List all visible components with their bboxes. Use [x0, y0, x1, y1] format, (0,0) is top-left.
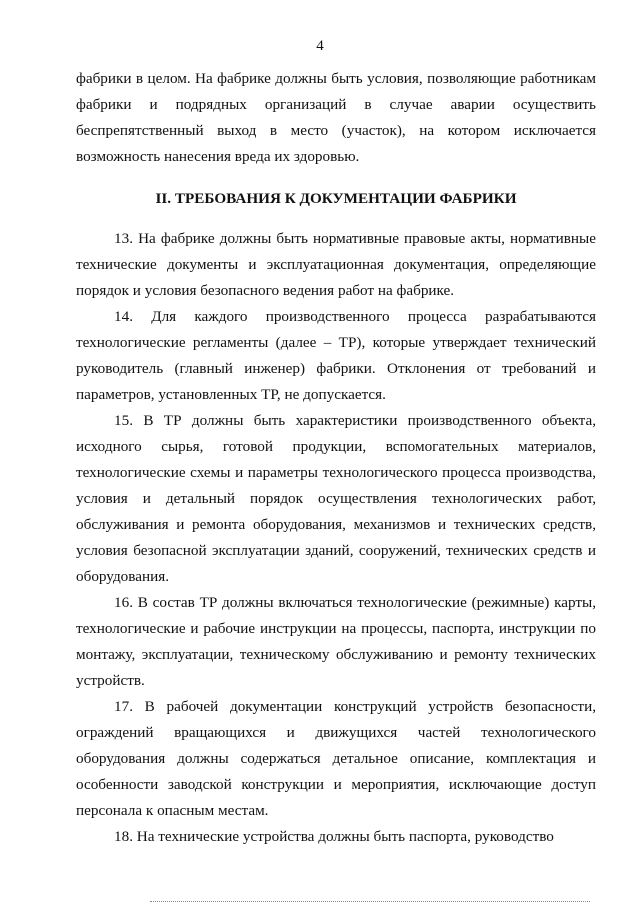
paragraph-continuation: фабрики в целом. На фабрике должны быть условия, позволяющие работникам фабрики и подрядных организаций в случае аварии осуществить беспрепятственный выход в место (участок), на котором исключается возможность нанесения вреда их здоровью. — [76, 70, 596, 165]
section-heading: II. ТРЕБОВАНИЯ К ДОКУМЕНТАЦИИ ФАБРИКИ — [155, 190, 517, 207]
document-body — [76, 66, 596, 850]
paragraph-14: 14. Для каждого производственного процесса разрабатываются технологические регламенты (далее – ТР), которые утверждает технический руководитель (главный инженер) фабрики. Отклонения от требований и параметров, установленных ТР, не допускается. — [76, 308, 596, 403]
paragraph-13: 13. На фабрике должны быть нормативные правовые акты, нормативные технические документы и эксплуатационная документация, определяющие порядок и условия безопасного ведения работ на фабрике. — [76, 230, 596, 299]
paragraph-18: 18. На технические устройства должны быть паспорта, руководство — [114, 828, 554, 845]
paragraph-16: 16. В состав ТР должны включаться технологические (режимные) карты, технологические и рабочие инструкции на процессы, паспорта, инструкции по монтажу, эксплуатации, техническому обслуживанию и ремонту технических устройств. — [76, 594, 596, 689]
paragraph-17: 17. В рабочей документации конструкций устройств безопасности, ограждений вращающихся и движущихся частей технологического оборудования должны содержаться детальное описание, комплектация и особенности заводской конструкции и мероприятия, исключающие доступ персонала к опасным местам. — [76, 698, 596, 819]
page-number: 4 — [316, 38, 324, 54]
paragraph-15: 15. В ТР должны быть характеристики производственного объекта, исходного сырья, готовой продукции, вспомогательных материалов, технологические схемы и параметры технологического процесса производства, условия и детальный порядок осуществления технологических работ, обслуживания и ремонта оборудования, механизмов и технических средств, условия безопасной эксплуатации зданий, сооружений, технических средств и оборудования. — [76, 412, 596, 585]
page-bottom-rule — [150, 901, 590, 903]
